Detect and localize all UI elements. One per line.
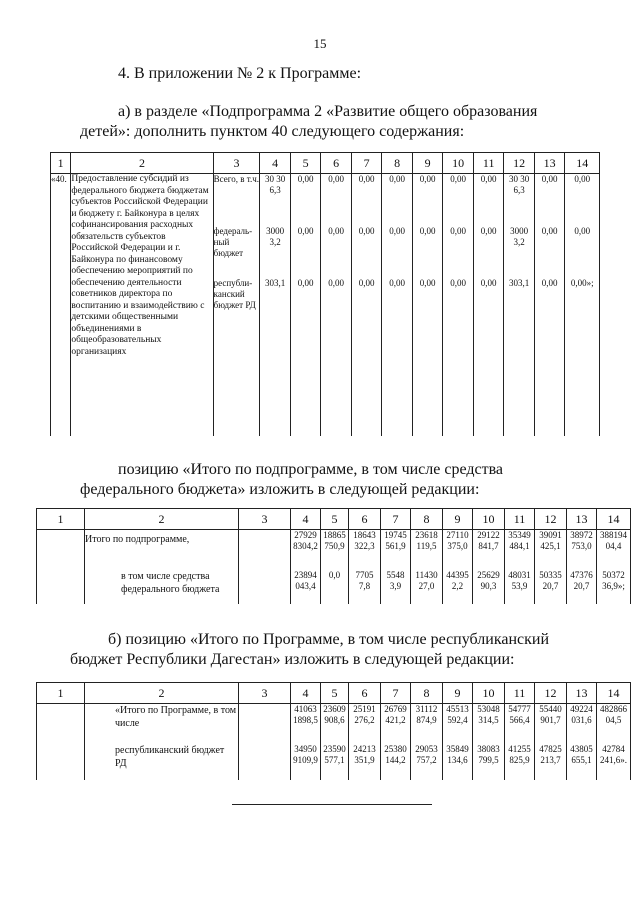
- value: 23618 119,5: [411, 530, 443, 571]
- value: 38972 753,0: [567, 530, 597, 571]
- header-cell: 10: [473, 683, 505, 704]
- value: 0,00: [541, 174, 558, 184]
- value: 0,00: [450, 278, 467, 288]
- header-cell: 8: [382, 153, 413, 174]
- table-row: [37, 530, 631, 571]
- header-cell: 5: [290, 153, 321, 174]
- header-cell: 4: [291, 683, 321, 704]
- header-cell: 2: [85, 509, 239, 530]
- value: 42784 241,6».: [597, 744, 631, 780]
- value: 3000 3,2: [510, 226, 529, 247]
- value: 0,00: [574, 226, 591, 236]
- header-cell: 5: [321, 683, 349, 704]
- value: 0,00: [358, 226, 375, 236]
- value: 18865 750,9: [321, 530, 349, 571]
- row-number: «40.: [51, 174, 71, 437]
- funding-source-cell: [213, 174, 260, 437]
- value: 44395 2,2: [443, 570, 473, 604]
- table-subprogram-point-40: [50, 152, 600, 436]
- value: 0,00: [450, 226, 467, 236]
- header-cell: 1: [37, 509, 85, 530]
- value: 0,00: [389, 226, 406, 236]
- value-cell: [260, 174, 291, 437]
- value: 0,0: [321, 570, 349, 604]
- value-cell: [443, 174, 474, 437]
- row-label: «Итого по Программе, в том числе: [85, 704, 239, 745]
- header-cell: 1: [51, 153, 71, 174]
- value: 25629 90,3: [473, 570, 505, 604]
- header-cell: 1: [37, 683, 85, 704]
- value-cell: [565, 174, 600, 437]
- value-cell: [412, 174, 443, 437]
- value: 45513 592,4: [443, 704, 473, 745]
- header-cell: 10: [473, 509, 505, 530]
- value: 0,00: [389, 174, 406, 184]
- value: 303,1: [265, 278, 286, 288]
- table-row: [37, 704, 631, 745]
- row-description: Предоставление субсидий из федерального бюджета бюджетам субъектов Российской Федерации и бюджету г. Байконура в целях софинансирования расходных обязательств субъектов Российской Федерации и г. Байконура по финансовому обеспечению мероприятий по обеспечению деятельности советников директора по воспитанию и взаимодействию с детскими общественными объединениями в общеобразовательных организациях: [71, 174, 213, 437]
- value: 0,00: [328, 226, 345, 236]
- value: 388194 04,4: [597, 530, 631, 571]
- value: 35849 134,6: [443, 744, 473, 780]
- value: 47376 20,7: [567, 570, 597, 604]
- table-header-row: [37, 509, 631, 530]
- value: 27110 375,0: [443, 530, 473, 571]
- header-cell: 8: [411, 509, 443, 530]
- value: 0,00: [328, 174, 345, 184]
- value: 49224 031,6: [567, 704, 597, 745]
- header-cell: 5: [321, 509, 349, 530]
- value: 0,00: [419, 226, 436, 236]
- value: 41063 1898,5: [291, 704, 321, 745]
- value: 0,00: [480, 278, 497, 288]
- value-cell: [473, 174, 504, 437]
- value: 25380 144,2: [381, 744, 411, 780]
- funding-source-label: республи-канский бюджет РД: [213, 278, 256, 310]
- value: 23590 577,1: [321, 744, 349, 780]
- header-cell: 13: [567, 509, 597, 530]
- table-row: [37, 570, 631, 604]
- table-row: [37, 744, 631, 780]
- header-cell: 11: [473, 153, 504, 174]
- header-cell: 11: [505, 683, 535, 704]
- header-cell: 6: [349, 509, 381, 530]
- value: 43805 655,1: [567, 744, 597, 780]
- header-cell: 13: [534, 153, 565, 174]
- header-cell: 13: [567, 683, 597, 704]
- header-cell: 14: [597, 683, 631, 704]
- value: 0,00: [297, 226, 314, 236]
- header-cell: 10: [443, 153, 474, 174]
- value: 0,00: [541, 226, 558, 236]
- value: 41255 825,9: [505, 744, 535, 780]
- header-cell: 3: [213, 153, 260, 174]
- row-label: в том числе средства федерального бюджета: [85, 570, 239, 604]
- row-label: Итого по подпрограмме,: [85, 530, 239, 571]
- value: 7705 7,8: [349, 570, 381, 604]
- header-cell: 9: [412, 153, 443, 174]
- row-label: республиканский бюджет РД: [85, 744, 239, 780]
- value: 18643 322,3: [349, 530, 381, 571]
- item-4-heading: 4. В приложении № 2 к Программе:: [118, 65, 362, 82]
- header-cell: 6: [349, 683, 381, 704]
- value-cell: [382, 174, 413, 437]
- header-cell: 9: [443, 509, 473, 530]
- value: 54777 566,4: [505, 704, 535, 745]
- value-cell: [351, 174, 382, 437]
- table-subprogram-total: [36, 508, 631, 604]
- header-cell: 12: [535, 683, 567, 704]
- value: 0,00: [358, 174, 375, 184]
- funding-source-label: федераль-ный бюджет: [213, 226, 253, 258]
- value: 0,00: [358, 278, 375, 288]
- value: 53048 314,5: [473, 704, 505, 745]
- item-a-paragraph: а) в разделе «Подпрограмма 2 «Развитие общего образования детей»: дополнить пунктом 40 следующего содержания:: [80, 103, 538, 140]
- item-b-paragraph: б) позицию «Итого по Программе, в том числе республиканский бюджет Республики Дагестан» изложить в следующей редакции:: [70, 631, 550, 668]
- value: 0,00: [328, 278, 345, 288]
- value: 50372 36,9»;: [597, 570, 631, 604]
- value: 0,00: [419, 278, 436, 288]
- table-header-row: [51, 153, 600, 174]
- header-cell: 14: [565, 153, 600, 174]
- header-cell: 14: [597, 509, 631, 530]
- value: 482866 04,5: [597, 704, 631, 745]
- value: 31112 874,9: [411, 704, 443, 745]
- header-cell: 7: [381, 509, 411, 530]
- header-cell: 4: [260, 153, 291, 174]
- value: 0,00: [419, 174, 436, 184]
- header-cell: 2: [71, 153, 213, 174]
- header-cell: 4: [291, 509, 321, 530]
- value-cell: [534, 174, 565, 437]
- value: 3000 3,2: [266, 226, 285, 247]
- value: 19745 561,9: [381, 530, 411, 571]
- value: 29122 841,7: [473, 530, 505, 571]
- value: 30 30 6,3: [509, 174, 530, 195]
- value: 47825 213,7: [535, 744, 567, 780]
- header-cell: 3: [239, 683, 291, 704]
- value: 0,00: [450, 174, 467, 184]
- value: 0,00: [480, 226, 497, 236]
- value: 25191 276,2: [349, 704, 381, 745]
- value: 50335 20,7: [535, 570, 567, 604]
- header-cell: 12: [535, 509, 567, 530]
- header-cell: 3: [239, 509, 291, 530]
- value: 0,00: [297, 174, 314, 184]
- value: 55440 901,7: [535, 704, 567, 745]
- value: 26769 421,2: [381, 704, 411, 745]
- value: 34950 9109,9: [291, 744, 321, 780]
- header-cell: 11: [505, 509, 535, 530]
- value: 29053 757,2: [411, 744, 443, 780]
- value: 27929 8304,2: [291, 530, 321, 571]
- value: 24213 351,9: [349, 744, 381, 780]
- value: 11430 27,0: [411, 570, 443, 604]
- header-cell: 9: [443, 683, 473, 704]
- table-program-total: [36, 682, 631, 780]
- value: 0,00»;: [570, 278, 594, 288]
- value: 23609 908,6: [321, 704, 349, 745]
- header-cell: 6: [321, 153, 352, 174]
- header-cell: 12: [504, 153, 535, 174]
- value-cell: [504, 174, 535, 437]
- value: 39091 425,1: [535, 530, 567, 571]
- value: 0,00: [541, 278, 558, 288]
- page-number: 15: [313, 36, 327, 51]
- value-cell: [290, 174, 321, 437]
- bottom-rule: [232, 804, 432, 805]
- value: 5548 3,9: [381, 570, 411, 604]
- value-cell: [321, 174, 352, 437]
- value: 0,00: [480, 174, 497, 184]
- header-cell: 7: [381, 683, 411, 704]
- value: 48031 53,9: [505, 570, 535, 604]
- value: 30 30 6,3: [265, 174, 286, 195]
- table-row: [51, 174, 600, 437]
- header-cell: 2: [85, 683, 239, 704]
- value: 35349 484,1: [505, 530, 535, 571]
- value: 38083 799,5: [473, 744, 505, 780]
- value: 0,00: [297, 278, 314, 288]
- value: 0,00: [574, 174, 591, 184]
- header-cell: 7: [351, 153, 382, 174]
- value: 0,00: [389, 278, 406, 288]
- table-header-row: [37, 683, 631, 704]
- header-cell: 8: [411, 683, 443, 704]
- value: 23894 043,4: [291, 570, 321, 604]
- value: 303,1: [509, 278, 530, 288]
- item-position-paragraph: позицию «Итого по подпрограмме, в том числе средства федерального бюджета» изложить в следующей редакции:: [80, 461, 504, 498]
- funding-source-label: Всего, в т.ч.: [213, 174, 260, 184]
